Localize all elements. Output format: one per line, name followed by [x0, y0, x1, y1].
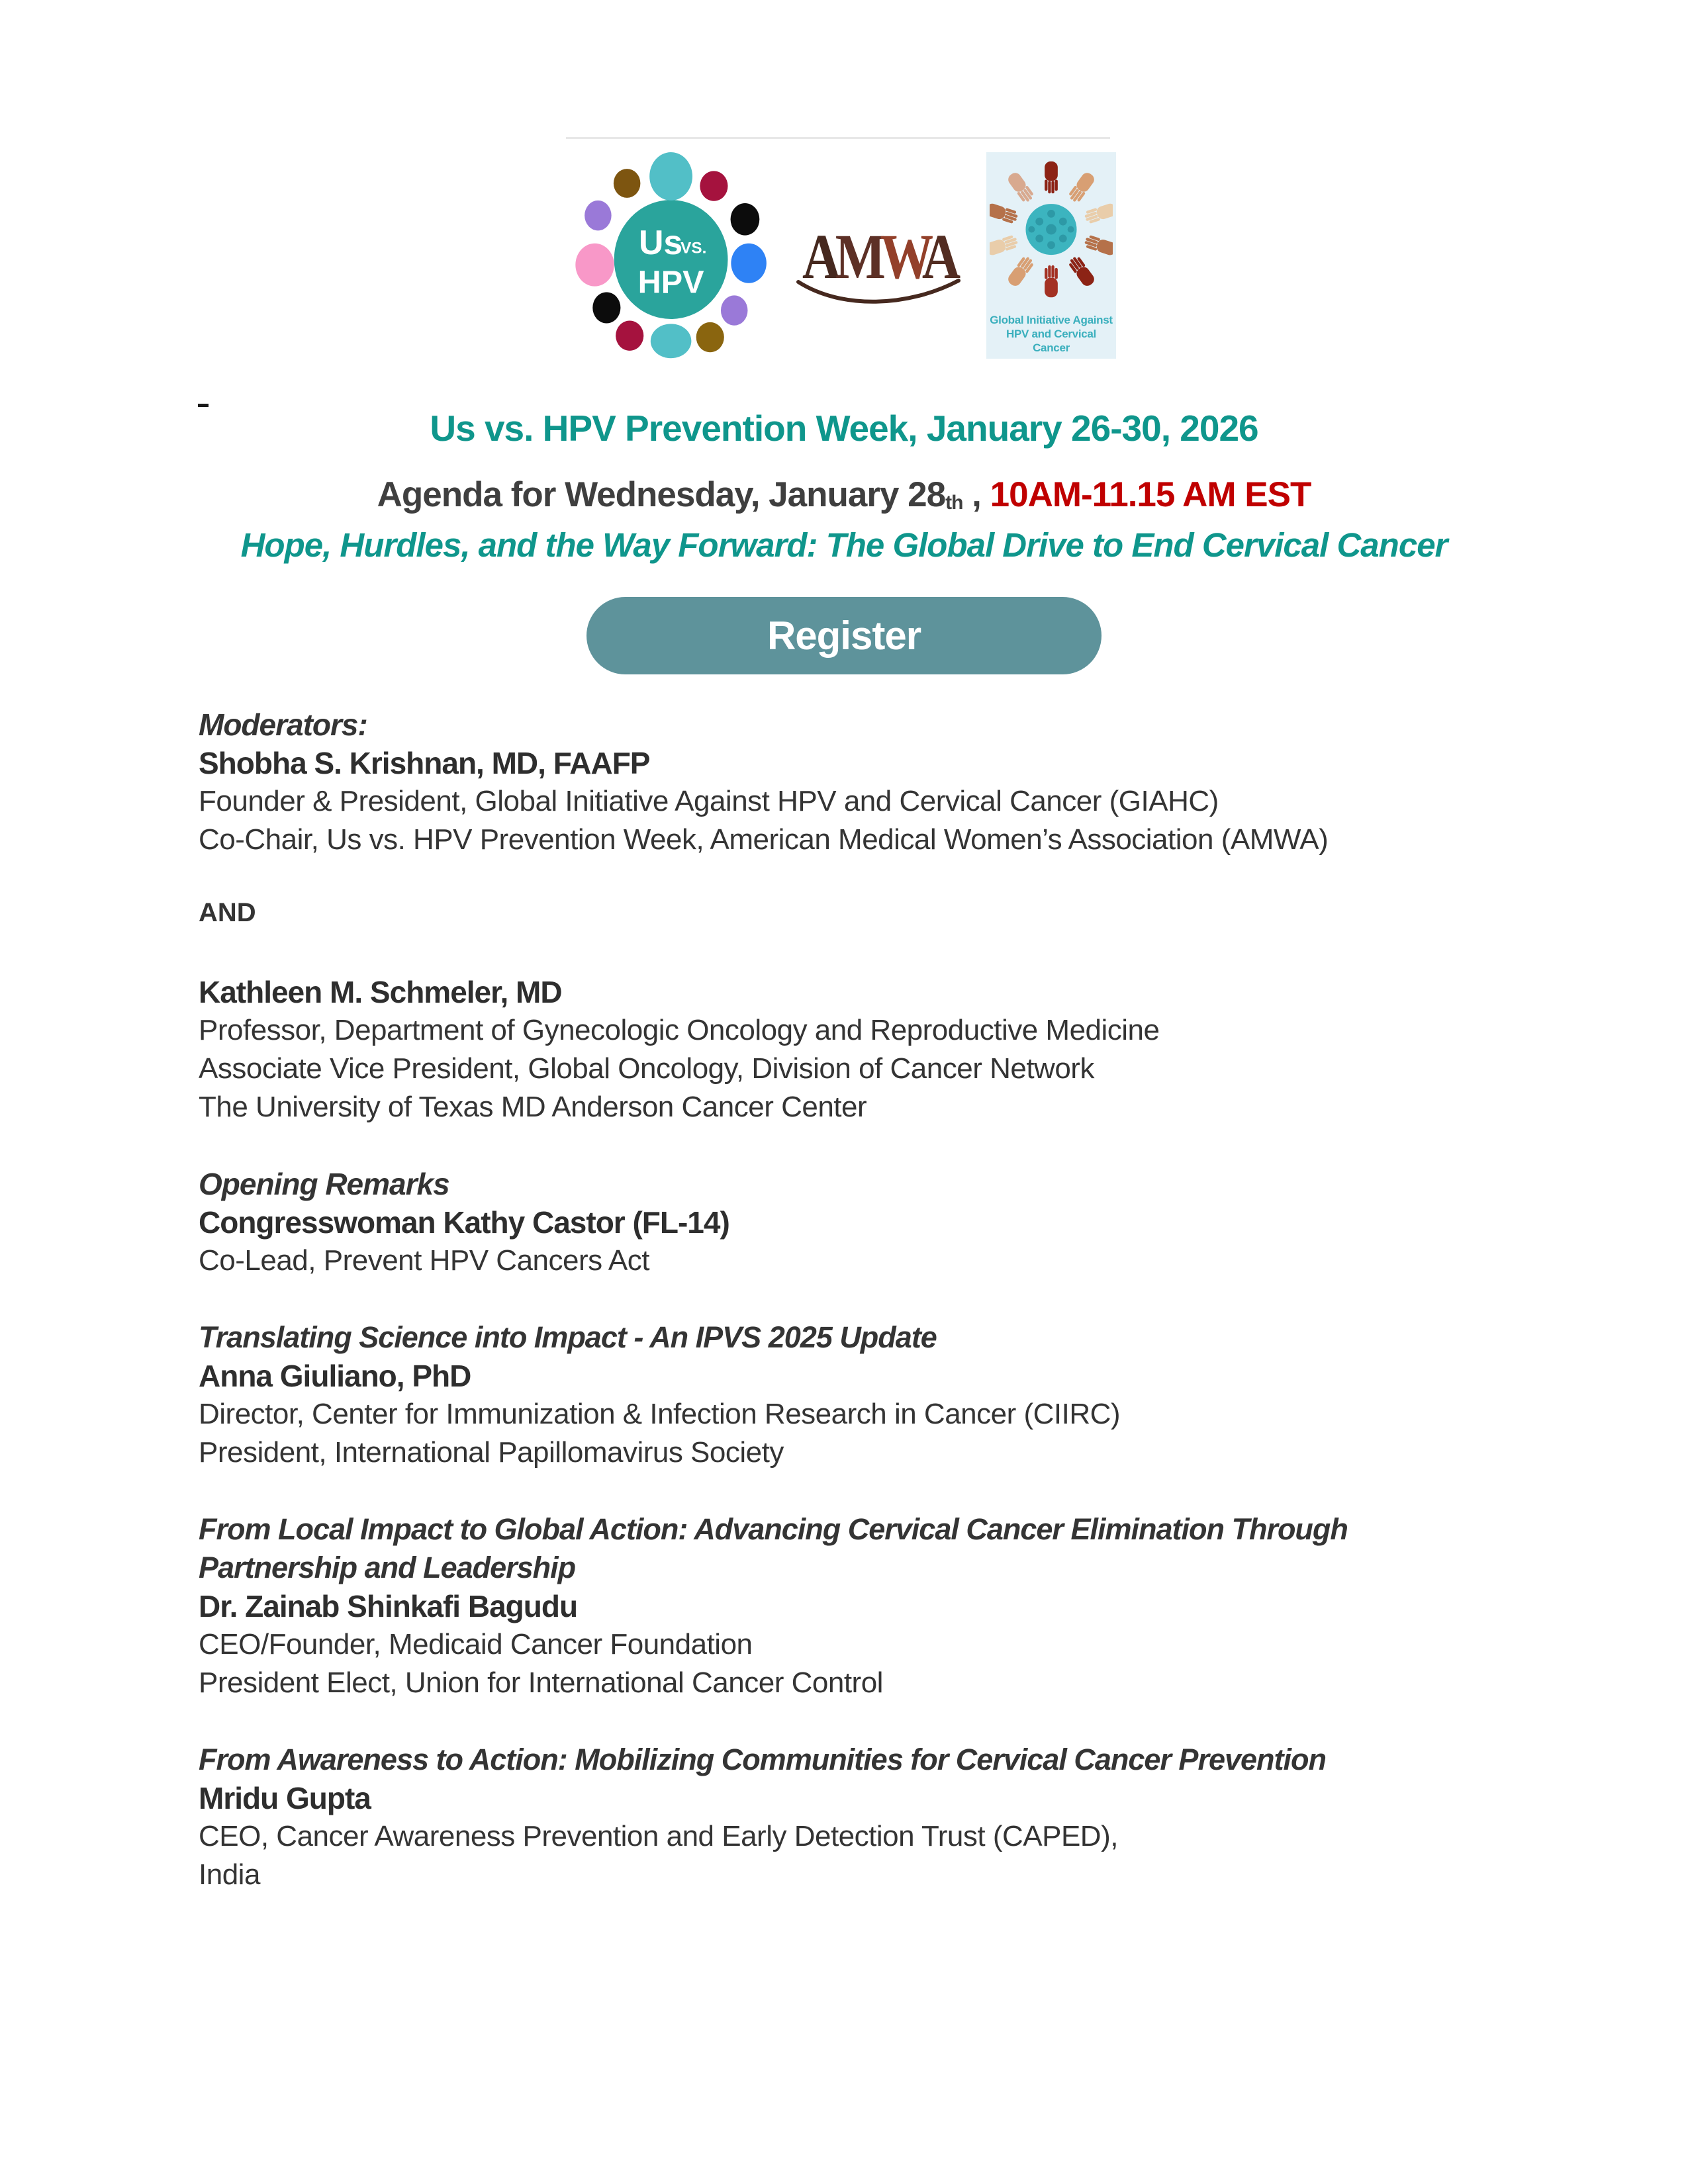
dot-purple-lowerright: [721, 295, 748, 325]
connector-and: AND: [199, 898, 256, 927]
amwa-wordmark: AMWA: [802, 221, 955, 292]
agenda-separator: ,: [962, 475, 990, 514]
usvshpv-vs-text: VS.: [680, 239, 707, 257]
agenda-time: 10AM-11.15 AM EST: [990, 475, 1311, 514]
agenda-date-text: Agenda for Wednesday, January 28: [377, 475, 946, 514]
speaker-detail: CEO, Cancer Awareness Prevention and Early Detection Trust (CAPED),: [199, 1820, 1118, 1852]
speaker-name: Dr. Zainab Shinkafi Bagudu: [199, 1589, 578, 1623]
section-label: Moderators:: [199, 707, 367, 742]
dot-black-right: [731, 203, 760, 236]
section-label: Opening Remarks: [199, 1167, 449, 1201]
giahc-hands-globe: [990, 156, 1113, 310]
header-divider: [566, 137, 1110, 139]
speaker-detail: President, International Papillomavirus Society: [199, 1436, 784, 1469]
speaker-name: Congresswoman Kathy Castor (FL-14): [199, 1205, 729, 1240]
speaker-detail: President Elect, Union for International Cancer Control: [199, 1666, 883, 1699]
speaker-name: Mridu Gupta: [199, 1781, 371, 1815]
talk-title: From Local Impact to Global Action: Advancing Cervical Cancer Elimination Through: [199, 1512, 1348, 1546]
dot-brown-topleft: [614, 169, 641, 198]
agenda-ordinal: th: [945, 492, 963, 514]
speaker-detail: Co-Chair, Us vs. HPV Prevention Week, American Medical Women’s Association (AMWA): [199, 823, 1329, 856]
talk-title: Partnership and Leadership: [199, 1551, 576, 1584]
event-title: Us vs. HPV Prevention Week, January 26-30, 2026: [430, 408, 1258, 449]
speaker-detail: CEO/Founder, Medicaid Cancer Foundation: [199, 1628, 753, 1661]
giahc-caption: [989, 313, 1113, 355]
usvshpv-us-text: Us: [638, 222, 683, 261]
speaker-name: Shobha S. Krishnan, MD, FAAFP: [199, 746, 650, 780]
talk-title: Translating Science into Impact - An IPVS 2025 Update: [199, 1320, 937, 1354]
usvshpv-hpv-text: HPV: [637, 264, 704, 300]
giahc-caption-line2: HPV and Cervical Cancer: [1006, 328, 1096, 354]
agenda-body: [199, 705, 1556, 1894]
register-button[interactable]: Register: [586, 597, 1102, 674]
dot-pink-left: [575, 244, 614, 287]
speaker-detail: India: [199, 1858, 260, 1891]
speaker-detail: The University of Texas MD Anderson Cancer Center: [199, 1091, 867, 1123]
speaker-detail: Associate Vice President, Global Oncology, Division of Cancer Network: [199, 1052, 1094, 1085]
speaker-detail: Professor, Department of Gynecologic Oncology and Reproductive Medicine: [199, 1014, 1160, 1046]
dot-blue-right: [731, 244, 766, 283]
speaker-detail: Co-Lead, Prevent HPV Cancers Act: [199, 1244, 649, 1277]
dot-crimson-bottomleft: [616, 320, 643, 350]
dot-teal-bottom: [651, 324, 692, 358]
session-theme: Hope, Hurdles, and the Way Forward: The Global Drive to End Cervical Cancer: [240, 526, 1448, 564]
dot-teal-top: [649, 152, 692, 201]
amwa-logo: [802, 221, 955, 310]
dot-gold-bottomright: [696, 322, 724, 352]
giahc-caption-line1: Global Initiative Against: [990, 314, 1113, 326]
talk-title: From Awareness to Action: Mobilizing Communities for Cervical Cancer Prevention: [199, 1743, 1326, 1776]
dot-crimson-topright: [700, 171, 727, 201]
logo-row: [572, 152, 1116, 359]
agenda-dateline: [0, 473, 1688, 522]
speaker-detail: Founder & President, Global Initiative Against HPV and Cervical Cancer (GIAHC): [199, 785, 1219, 817]
usvshpv-logo: [572, 152, 771, 359]
speaker-detail: Director, Center for Immunization & Infection Research in Cancer (CIIRC): [199, 1398, 1121, 1430]
speaker-name: Anna Giuliano, PhD: [199, 1359, 471, 1393]
dot-purple-upperleft: [585, 201, 612, 230]
giahc-logo: [986, 152, 1116, 359]
speaker-name: Kathleen M. Schmeler, MD: [199, 975, 562, 1009]
dot-black-lowerleft: [592, 293, 620, 324]
